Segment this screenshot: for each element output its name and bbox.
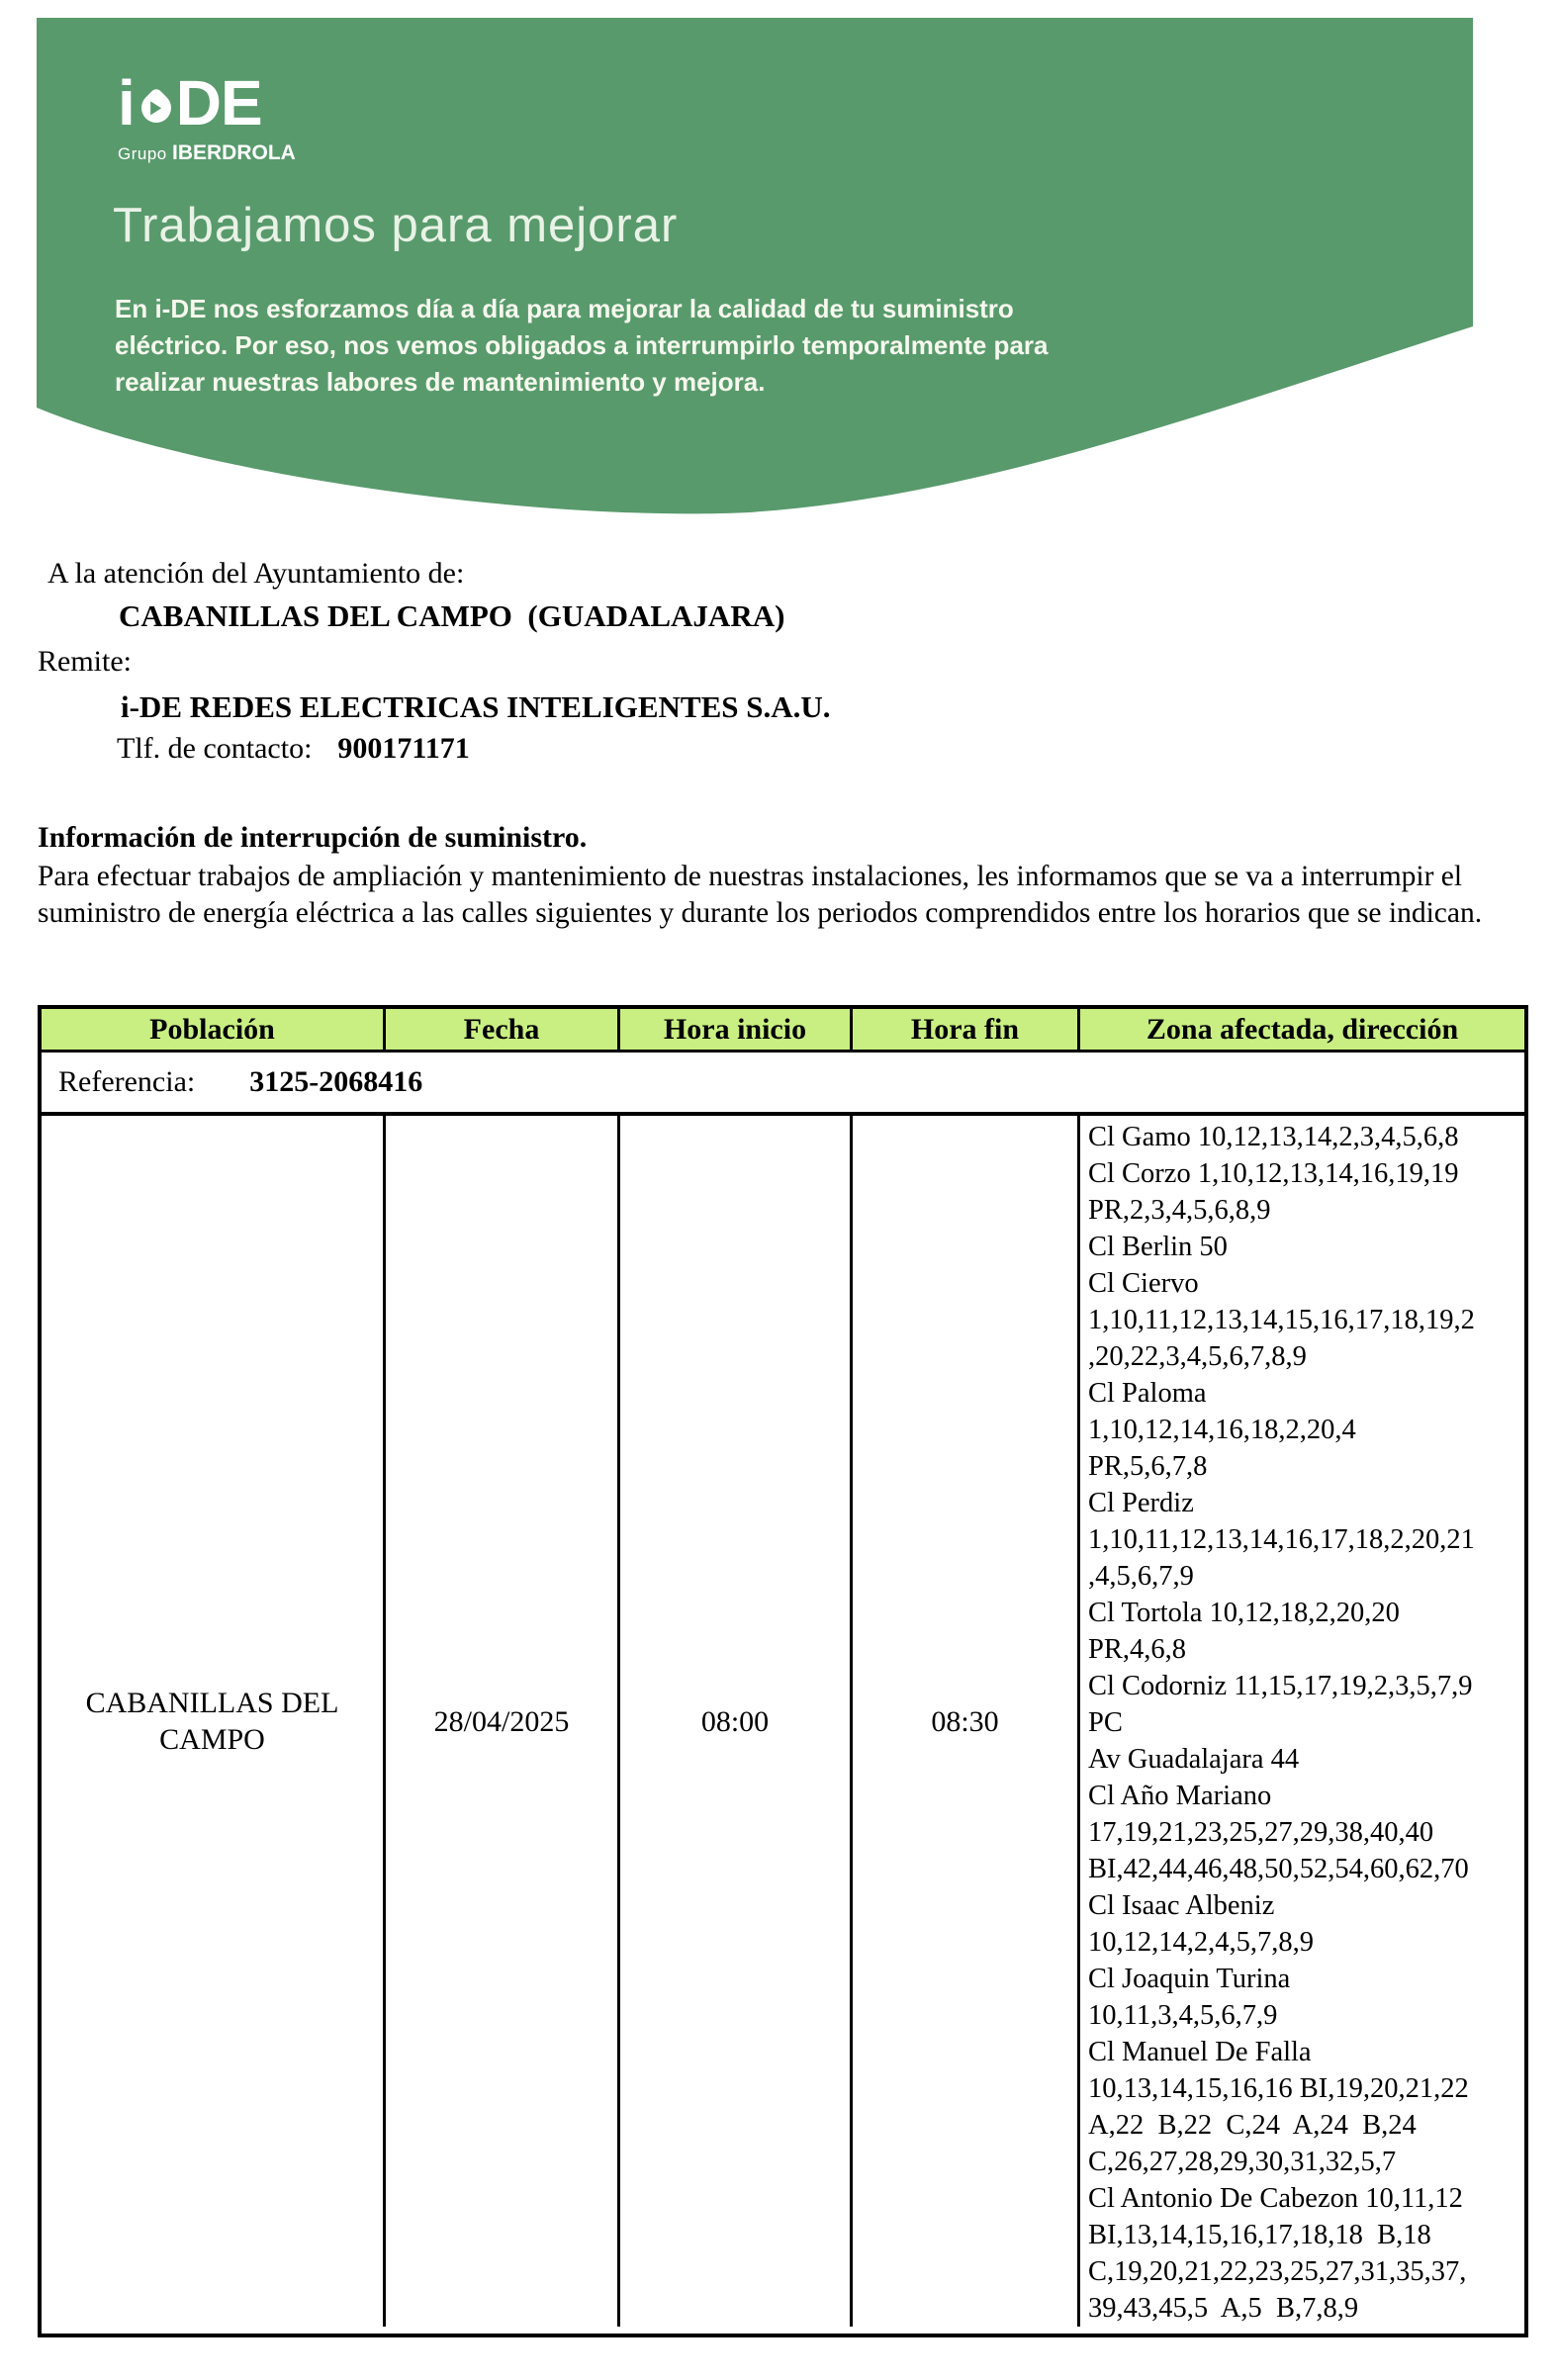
ide-logo xyxy=(118,67,296,164)
zona-line: Cl Paloma xyxy=(1088,1378,1207,1409)
cell-zona-afectada xyxy=(1080,1116,1524,2327)
logo-group-line xyxy=(118,142,296,163)
cell-fecha: 28/04/2025 xyxy=(386,1116,620,2327)
zona-line: Cl Berlin 50 xyxy=(1088,1232,1228,1262)
zona-line: ,20,22,3,4,5,6,7,8,9 xyxy=(1088,1341,1307,1372)
municipality-name: CABANILLAS DEL CAMPO (GUADALAJARA) xyxy=(119,598,785,633)
column-header-fecha: Fecha xyxy=(386,1009,620,1050)
sender-name: i-DE REDES ELECTRICAS INTELIGENTES S.A.U. xyxy=(121,689,831,724)
zona-line: Cl Codorniz 11,15,17,19,2,3,5,7,9 xyxy=(1088,1671,1473,1701)
zona-line: Cl Corzo 1,10,12,13,14,16,19,19 xyxy=(1088,1158,1459,1189)
zona-line: PC xyxy=(1088,1707,1123,1738)
zona-line: A,22 B,22 C,24 A,24 B,24 xyxy=(1088,2110,1417,2141)
zona-line: C,26,27,28,29,30,31,32,5,7 xyxy=(1088,2147,1397,2177)
zona-line: Cl Antonio De Cabezon 10,11,12 xyxy=(1088,2183,1463,2214)
leaf-vein-icon xyxy=(150,101,161,115)
reference-label: Referencia: xyxy=(58,1065,196,1098)
table-data-row xyxy=(42,1116,1524,2327)
zona-line: 1,10,11,12,13,14,15,16,17,18,19,2 xyxy=(1088,1305,1475,1335)
notice-body: Para efectuar trabajos de ampliación y mantenimiento de nuestras instalaciones, les informamos que se va a interrumpir el suministro de energía eléctrica a las calles siguientes y durante los periodos comprendidos entre los horarios que se indican. xyxy=(38,861,1483,929)
zona-line: Cl Manuel De Falla xyxy=(1088,2037,1312,2067)
zona-line: 10,11,3,4,5,6,7,9 xyxy=(1088,2000,1278,2031)
reference-value: 3125-2068416 xyxy=(249,1065,423,1098)
zona-line: Cl Isaac Albeniz xyxy=(1088,1890,1275,1921)
sender-label: Remite: xyxy=(38,645,132,678)
zona-line: Av Guadalajara 44 xyxy=(1088,1744,1300,1775)
cell-hora-inicio: 08:00 xyxy=(620,1116,853,2327)
zona-line: Cl Tortola 10,12,18,2,20,20 xyxy=(1088,1598,1400,1628)
notice-title: Información de interrupción de suministro. xyxy=(38,821,588,854)
zona-line: Cl Gamo 10,12,13,14,2,3,4,5,6,8 xyxy=(1088,1122,1459,1152)
poblacion-value: CABANILLAS DEL CAMPO xyxy=(85,1687,339,1756)
zona-line: PR,4,6,8 xyxy=(1088,1634,1186,1665)
zona-line: PR,5,6,7,8 xyxy=(1088,1451,1208,1482)
leaf-icon xyxy=(136,87,177,129)
column-header-poblacion: Población xyxy=(42,1009,386,1050)
zona-line: Cl Ciervo xyxy=(1088,1268,1199,1299)
zona-line: Cl Joaquin Turina xyxy=(1088,1964,1291,1994)
logo-group-prefix: Grupo xyxy=(118,144,167,163)
zona-line: 10,13,14,15,16,16 BI,19,20,21,22 xyxy=(1088,2073,1469,2104)
column-header-hora-fin: Hora fin xyxy=(853,1009,1080,1050)
table-header-row xyxy=(42,1009,1524,1053)
zona-line: 39,43,45,5 A,5 B,7,8,9 xyxy=(1088,2293,1359,2324)
zona-line: ,4,5,6,7,9 xyxy=(1088,1561,1194,1592)
phone-number: 900171171 xyxy=(337,732,470,765)
phone-label: Tlf. de contacto: xyxy=(117,732,313,765)
zona-line: PR,2,3,4,5,6,8,9 xyxy=(1088,1195,1271,1226)
interruption-table xyxy=(38,1005,1528,2337)
cell-poblacion xyxy=(42,1116,386,2327)
column-header-hora-inicio: Hora inicio xyxy=(620,1009,853,1050)
zona-line: BI,42,44,46,48,50,52,54,60,62,70 xyxy=(1088,1854,1469,1884)
attention-label: A la atención del Ayuntamiento de: xyxy=(47,557,465,590)
cell-hora-fin: 08:30 xyxy=(853,1116,1080,2327)
zona-line: 10,12,14,2,4,5,7,8,9 xyxy=(1088,1927,1314,1958)
zona-line: 1,10,11,12,13,14,16,17,18,2,20,21 xyxy=(1088,1524,1475,1555)
zona-line: Cl Año Mariano xyxy=(1088,1781,1272,1811)
header-intro: En i-DE nos esforzamos día a día para mejorar la calidad de tu suministro eléctrico. Por eso, nos vemos obligados a interrumpirlo temporalmente para realizar nuestras labores de mantenimiento y mejora. xyxy=(115,294,1049,397)
ide-logo-wordmark xyxy=(118,67,296,138)
header-tagline: Trabajamos para mejorar xyxy=(113,199,679,252)
logo-letter-i: i xyxy=(118,67,135,138)
column-header-zona: Zona afectada, dirección xyxy=(1146,1012,1459,1046)
reference-row xyxy=(42,1053,1524,1116)
zona-line: 17,19,21,23,25,27,29,38,40,40 xyxy=(1088,1817,1434,1848)
zona-line: C,19,20,21,22,23,25,27,31,35,37, xyxy=(1088,2256,1467,2287)
logo-group-name: IBERDROLA xyxy=(171,141,296,164)
zona-line: Cl Perdiz xyxy=(1088,1488,1194,1518)
logo-letters-de: DE xyxy=(175,67,262,138)
contact-phone-line xyxy=(117,732,470,766)
zona-line: 1,10,12,14,16,18,2,20,4 xyxy=(1088,1415,1356,1445)
zona-line: BI,13,14,15,16,17,18,18 B,18 xyxy=(1088,2220,1431,2250)
